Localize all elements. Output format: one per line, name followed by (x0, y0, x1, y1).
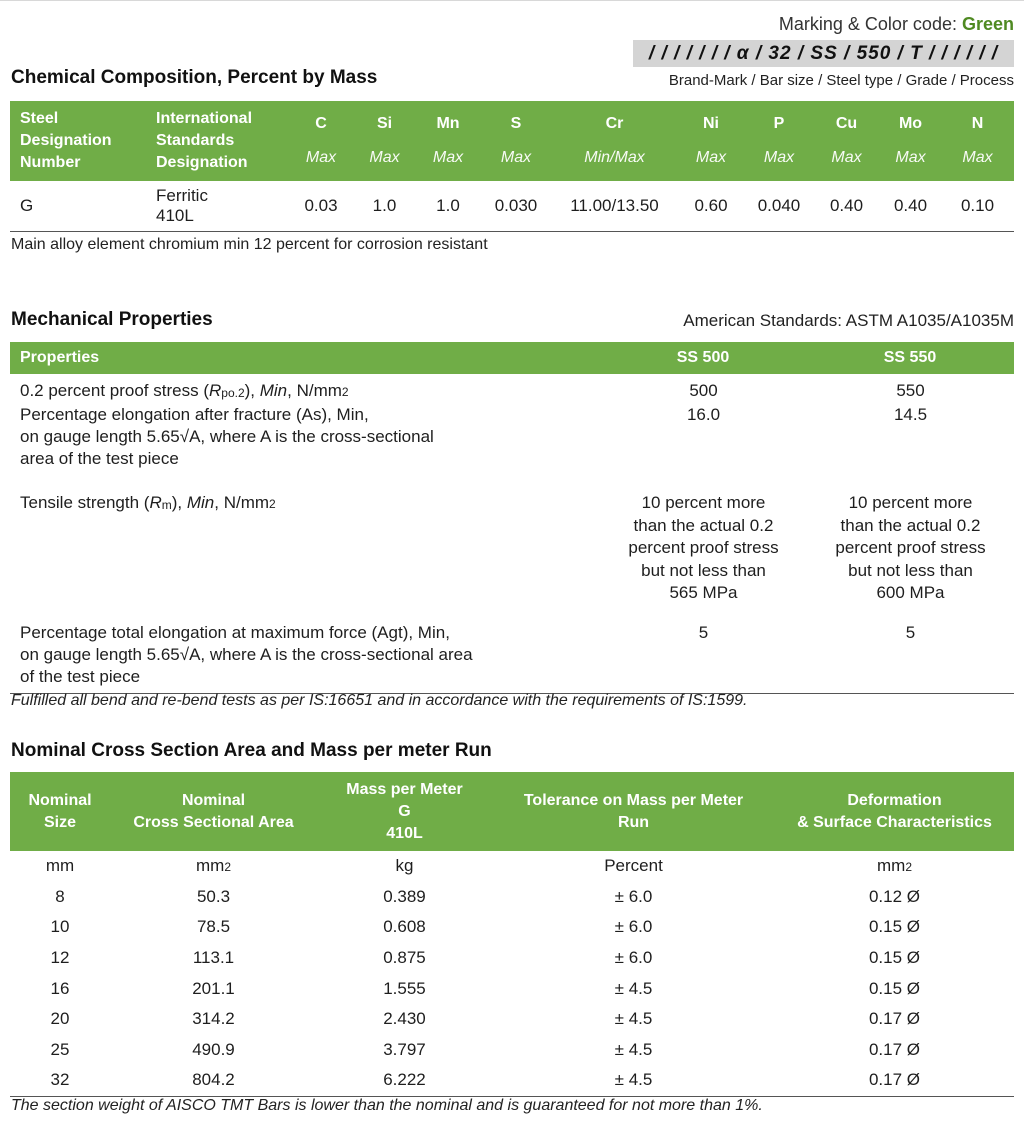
nominal-cell-mass: 6.222 (383, 1070, 426, 1090)
nominal-cell-deformation: 0.17 Ø (868, 1009, 921, 1029)
nominal-header-row (10, 772, 1014, 851)
value-cr: 11.00/13.50 (570, 196, 659, 215)
value-mo: 0.40 (893, 196, 928, 215)
property-elongation-fracture: Percentage elongation after fracture (As), Min, on gauge length 5.65√A, where A is the cross-sectional area of the test piece (20, 405, 434, 468)
unit-size: mm (45, 856, 75, 876)
units-row (10, 851, 1014, 882)
chemical-section-title: Chemical Composition, Percent by Mass (11, 67, 378, 88)
ss500-elongation-fracture: 16.0 (686, 405, 721, 424)
mechanical-section-title: Mechanical Properties (11, 309, 213, 330)
nominal-cell-tolerance: ± 6.0 (614, 917, 653, 937)
value-ni: 0.60 (694, 196, 728, 215)
element-header-cr: Cr Min/Max (584, 115, 645, 166)
nominal-cell-mass: 0.389 (383, 886, 426, 906)
nominal-cell-size: 12 (50, 948, 70, 968)
mechanical-properties-table (10, 342, 1014, 694)
unit-text: mm2 (195, 856, 231, 876)
nominal-area-header: Nominal Cross Sectional Area (133, 791, 294, 831)
tolerance-header: Tolerance on Mass per Meter Run (523, 791, 744, 831)
nominal-cell-tolerance: ± 4.5 (614, 1039, 653, 1059)
value-c: 0.03 (304, 196, 338, 215)
nominal-cell-deformation: 0.17 Ø (868, 1070, 921, 1090)
element-header-c: C Max (305, 115, 337, 166)
ss550-header: SS 550 (883, 349, 937, 366)
nominal-row (10, 973, 1014, 1004)
marking-code-bar: / / / / / / / α / 32 / SS / 550 / T / / / / / / (633, 40, 1014, 67)
ss550-elongation-fracture: 14.5 (893, 405, 928, 424)
nominal-cell-area: 201.1 (192, 978, 235, 998)
nominal-cell-deformation: 0.12 Ø (868, 886, 921, 906)
element-header-p: P Max (763, 115, 795, 166)
element-header-si: Si Max (369, 115, 400, 166)
international-cell: Ferritic 410L (156, 186, 208, 225)
marking-title (779, 14, 1014, 35)
nominal-cell-size: 10 (50, 917, 70, 937)
unit-deformation (775, 851, 1014, 882)
deformation-header: Deformation & Surface Characteristics (797, 791, 992, 831)
property-tensile-strength: Tensile strength $(R_m)$, Min, N/mm2 (20, 493, 276, 512)
international-standards-header: International Standards Designation (156, 110, 253, 171)
ss500-header: SS 500 (676, 349, 730, 366)
mass-per-meter-header: Mass per Meter G 410L (346, 780, 463, 842)
chemical-header-row (10, 101, 1014, 181)
nominal-row (10, 912, 1014, 943)
nominal-row (10, 943, 1014, 974)
ss550-proof-stress: 550 (896, 381, 925, 400)
ss550-tensile-strength: 10 percent more than the actual 0.2 percent proof stress but not less than 600 MPa (835, 493, 986, 602)
value-si: 1.0 (372, 196, 397, 215)
element-header-s: S Max (500, 115, 532, 166)
mechanical-row (10, 404, 1014, 492)
nominal-cell-tolerance: ± 6.0 (614, 948, 653, 968)
nominal-cell-deformation: 0.15 Ø (868, 917, 921, 937)
nominal-cell-size: 8 (55, 886, 65, 906)
unit-text: mm2 (876, 856, 912, 876)
mechanical-row (10, 374, 1014, 404)
value-p: 0.040 (757, 196, 801, 215)
nominal-cell-size: 32 (50, 1070, 70, 1090)
color-code: Green (961, 14, 1014, 34)
unit-mass: kg (395, 856, 414, 876)
value-cu: 0.40 (829, 196, 864, 215)
nominal-cross-section-table (10, 772, 1014, 1097)
nominal-cell-mass: 3.797 (383, 1039, 426, 1059)
nominal-size-header: Nominal Size (28, 791, 92, 831)
element-header-ni: Ni Max (695, 115, 727, 166)
nominal-cell-area: 113.1 (192, 948, 235, 968)
marking-legend: Brand-Mark / Bar size / Steel type / Grade / Process (668, 72, 1014, 89)
nominal-row (10, 1004, 1014, 1035)
nominal-row (10, 1035, 1014, 1066)
unit-tolerance: Percent (604, 856, 663, 876)
nominal-cell-area: 78.5 (196, 917, 231, 937)
top-divider (0, 0, 1024, 1)
chemical-row (10, 181, 1014, 232)
nominal-cell-area: 490.9 (192, 1039, 235, 1059)
value-s: 0.030 (494, 196, 538, 215)
nominal-row (10, 1065, 1014, 1096)
nominal-cell-deformation: 0.15 Ø (868, 948, 921, 968)
nominal-cell-tolerance: ± 4.5 (614, 1070, 653, 1090)
nominal-row (10, 882, 1014, 913)
chemical-note: Main alloy element chromium min 12 percent for corrosion resistant (11, 236, 488, 253)
mechanical-row (10, 622, 1014, 693)
designation-cell: G (20, 196, 34, 215)
ss500-proof-stress: 500 (689, 381, 718, 400)
nominal-cell-size: 16 (50, 978, 70, 998)
nominal-cell-mass: 0.608 (383, 917, 426, 937)
nominal-note: The section weight of AISCO TMT Bars is lower than the nominal and is guaranteed for not more than 1%. (11, 1097, 763, 1114)
mechanical-row (10, 492, 1014, 622)
properties-header: Properties (20, 349, 100, 366)
property-total-elongation: Percentage total elongation at maximum force (Agt), Min, on gauge length 5.65√A, where A is the cross-sectional area of the test piece (20, 623, 473, 686)
unit-area (110, 851, 317, 882)
mechanical-header-row (10, 342, 1014, 374)
mechanical-standard: American Standards: ASTM A1035/A1035M (683, 311, 1014, 330)
element-header-mo: Mo Max (895, 115, 926, 166)
mechanical-note: Fulfilled all bend and re-bend tests as per IS:16651 and in accordance with the requirements of IS:1599. (11, 692, 748, 709)
nominal-cell-area: 314.2 (192, 1009, 235, 1029)
element-header-n: N Max (962, 115, 993, 166)
marking-title-prefix: Marking & Color code: (778, 14, 962, 34)
nominal-cell-size: 25 (50, 1039, 70, 1059)
nominal-cell-tolerance: ± 6.0 (614, 886, 653, 906)
nominal-cell-deformation: 0.15 Ø (868, 978, 921, 998)
designation-header: Steel Designation Number (20, 110, 112, 171)
value-mn: 1.0 (436, 196, 460, 215)
element-header-cu: Cu Max (831, 115, 862, 166)
nominal-cell-mass: 1.555 (383, 978, 426, 998)
nominal-cell-tolerance: ± 4.5 (614, 978, 653, 998)
nominal-section-title: Nominal Cross Section Area and Mass per meter Run (11, 740, 492, 761)
property-proof-stress: 0.2 percent proof stress $(R_{po.2})$, Min, N/mm2 (20, 381, 349, 400)
value-n: 0.10 (960, 196, 995, 215)
nominal-cell-size: 20 (50, 1009, 70, 1029)
nominal-cell-mass: 2.430 (383, 1009, 426, 1029)
nominal-cell-mass: 0.875 (383, 948, 426, 968)
nominal-cell-area: 804.2 (192, 1070, 235, 1090)
ss500-tensile-strength: 10 percent more than the actual 0.2 percent proof stress but not less than 565 MPa (628, 493, 779, 602)
nominal-cell-deformation: 0.17 Ø (868, 1039, 921, 1059)
ss500-total-elongation: 5 (698, 623, 709, 642)
element-header-mn: Mn Max (432, 115, 464, 166)
nominal-cell-tolerance: ± 4.5 (614, 1009, 653, 1029)
ss550-total-elongation: 5 (905, 623, 916, 642)
chemical-composition-table (10, 101, 1014, 232)
nominal-cell-area: 50.3 (196, 886, 231, 906)
